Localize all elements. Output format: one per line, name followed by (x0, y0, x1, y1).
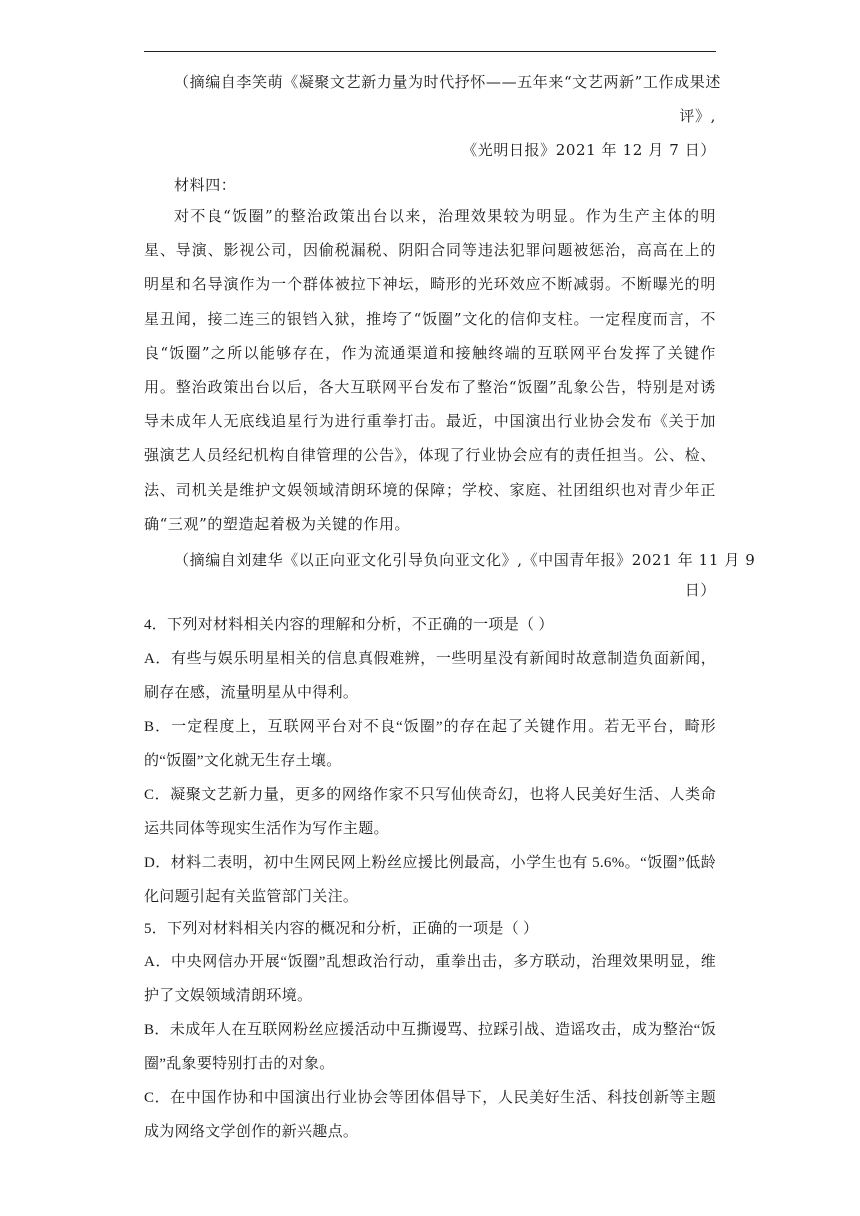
question5-option-c: C．在中国作协和中国演出行业协会等团体倡导下，人民美好生活、科技创新等主题成为网络文学创作的新兴趣点。 (144, 1090, 716, 1140)
material4-heading: 材料四： (174, 176, 237, 194)
question5-option-b: B．未成年人在互联网粉丝应援活动中互撕谩骂、拉踩引战、造谣攻击，成为整治“饭圈”乱象要特别打击的对象。 (144, 1022, 716, 1072)
question4-option-c: C．凝聚文艺新力量，更多的网络作家不只写仙侠奇幻，也将人民美好生活、人类命运共同体等现实生活作为写作主题。 (144, 787, 716, 837)
material3-source-line1: （摘编自李笑萌《凝聚文艺新力量为时代抒怀——五年来“文艺两新”工作成果述 (174, 73, 721, 91)
question4-stem: 4．下列对材料相关内容的理解和分析，不正确的一项是（ ） (144, 617, 554, 633)
question4-option-b: B．一定程度上，互联网平台对不良“饭圈”的存在起了关键作用。若无平台，畸形的“饭圈”文化就无生存土壤。 (144, 719, 716, 769)
material4-source-line1: （摘编自刘建华《以正向亚文化引导负向亚文化》,《中国青年报》2021 年 11 月 9 (174, 551, 756, 569)
question5-stem: 5．下列对材料相关内容的概况和分析，正确的一项是（ ） (144, 921, 539, 937)
material4-body: 对不良“饭圈”的整治政策出台以来，治理效果较为明显。作为生产主体的明星、导演、影视公司，因偷税漏税、阴阳合同等违法犯罪问题被惩治，高高在上的明星和名导演作为一个群体被拉下神坛，畸形的光环效应不断减弱。不断曝光的明星丑闻，接二连三的银铛入狱，推垮了“饭圈”文化的信仰支柱。一定程度而言，不良“饭圈”之所以能够存在，作为流通渠道和接触终端的互联网平台发挥了关键作用。整治政策出台以后，各大互联网平台发布了整治“饭圈”乱象公告，特别是对诱导未成年人无底线追星行为进行重拳打击。最近，中国演出行业协会发布《关于加强演艺人员经纪机构自律管理的公告》，体现了行业协会应有的责任担当。公、检、法、司机关是维护文娱领域清朗环境的保障；学校、家庭、社团组织也对青少年正确“三观”的塑造起着极为关键的作用。 (144, 207, 716, 533)
material4-source-line2: 日） (684, 581, 716, 599)
question5-option-a: A．中央网信办开展“饭圈”乱想政治行动，重拳出击，多方联动，治理效果明显，维护了文娱领域清朗环境。 (144, 954, 716, 1004)
material3-source-line2: 评》, (679, 107, 716, 125)
question4-option-a: A．有些与娱乐明星相关的信息真假难辨，一些明星没有新闻时故意制造负面新闻，刷存在感，流量明星从中得利。 (144, 651, 716, 701)
question4-option-d: D．材料二表明，初中生网民网上粉丝应援比例最高，小学生也有 5.6%。“饭圈”低龄化问题引起有关监管部门关注。 (144, 855, 716, 905)
header-rule (144, 51, 716, 52)
material3-source-line3: 《光明日报》2021 年 12 月 7 日） (462, 141, 716, 159)
